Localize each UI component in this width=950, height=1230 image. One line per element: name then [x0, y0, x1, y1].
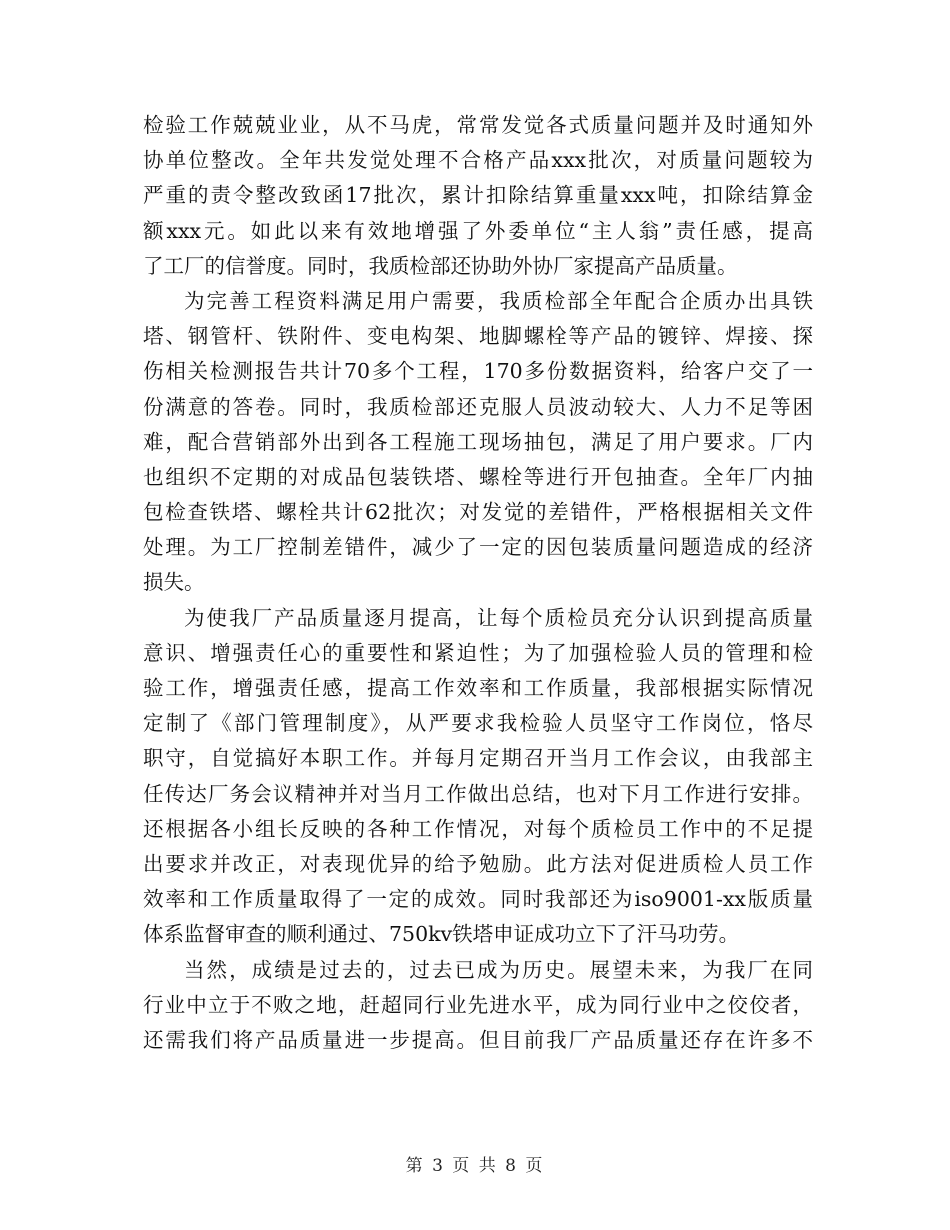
text-line: 损失。 — [143, 570, 205, 595]
text-line: 验工作，增强责任感，提高工作效率和工作质量，我部根据实际情况 — [143, 676, 813, 700]
document-body — [143, 108, 813, 1058]
text-line: 检验工作兢兢业业，从不马虎，常常发觉各式质量问题并及时通知外 — [143, 113, 813, 137]
text-line: 了工厂的信誉度。同时，我质检部还协助外协厂家提高产品质量。 — [143, 253, 738, 278]
text-line: 包检查铁塔、螺栓共计62批次；对发觉的差错件，严格根据相关文件 — [143, 500, 813, 525]
text-line: 定制了《部门管理制度》，从严要求我检验人员坚守工作岗位，恪尽 — [143, 711, 813, 736]
text-line: 效率和工作质量取得了一定的成效。同时我部还为iso9001-xx版质量 — [143, 887, 813, 912]
text-line: 伤相关检测报告共计70多个工程，170多份数据资料，给客户交了一 — [143, 359, 813, 384]
text-line: 难，配合营销部外出到各工程施工现场抽包，满足了用户要求。厂内 — [143, 429, 813, 454]
text-line: 为完善工程资料满足用户需要，我质检部全年配合企质办出具铁 — [184, 288, 813, 313]
text-line: 任传达厂务会议精神并对当月工作做出总结，也对下月工作进行安排。 — [143, 781, 813, 806]
text-line: 也组织不定期的对成品包装铁塔、螺栓等进行开包抽查。全年厂内抽 — [143, 464, 813, 489]
text-line: 份满意的答卷。同时，我质检部还克服人员波动较大、人力不足等困 — [143, 394, 813, 419]
page-number-footer: 第 3 页 共 8 页 — [405, 1156, 545, 1176]
text-line: 额xxx元。如此以来有效地增强了外委单位“主人翁”责任感，提高 — [143, 218, 813, 243]
text-line: 还需我们将产品质量进一步提高。但目前我厂产品质量还存在许多不 — [143, 1027, 813, 1052]
text-line: 协单位整改。全年共发觉处理不合格产品xxx批次，对质量问题较为 — [143, 148, 813, 173]
text-line: 处理。为工厂控制差错件，减少了一定的因包装质量问题造成的经济 — [143, 535, 813, 560]
text-line: 当然，成绩是过去的，过去已成为历史。展望未来，为我厂在同 — [184, 957, 813, 982]
text-line: 为使我厂产品质量逐月提高，让每个质检员充分认识到提高质量 — [184, 605, 813, 630]
text-line: 严重的责令整改致函17批次，累计扣除结算重量xxx吨，扣除结算金 — [143, 183, 813, 208]
text-line: 职守，自觉搞好本职工作。并每月定期召开当月工作会议，由我部主 — [143, 746, 813, 771]
text-line: 意识、增强责任心的重要性和紧迫性；为了加强检验人员的管理和检 — [143, 640, 813, 665]
text-line: 还根据各小组长反映的各种工作情况，对每个质检员工作中的不足提 — [143, 816, 813, 841]
text-line: 塔、钢管杆、铁附件、变电构架、地脚螺栓等产品的镀锌、焊接、探 — [143, 324, 813, 349]
text-line: 出要求并改正，对表现优异的给予勉励。此方法对促进质检人员工作 — [143, 851, 813, 876]
text-line: 行业中立于不败之地，赶超同行业先进水平，成为同行业中之佼佼者， — [143, 992, 813, 1017]
text-line: 体系监督审查的顺利通过、750kv铁塔申证成功立下了汗马功劳。 — [143, 922, 740, 947]
